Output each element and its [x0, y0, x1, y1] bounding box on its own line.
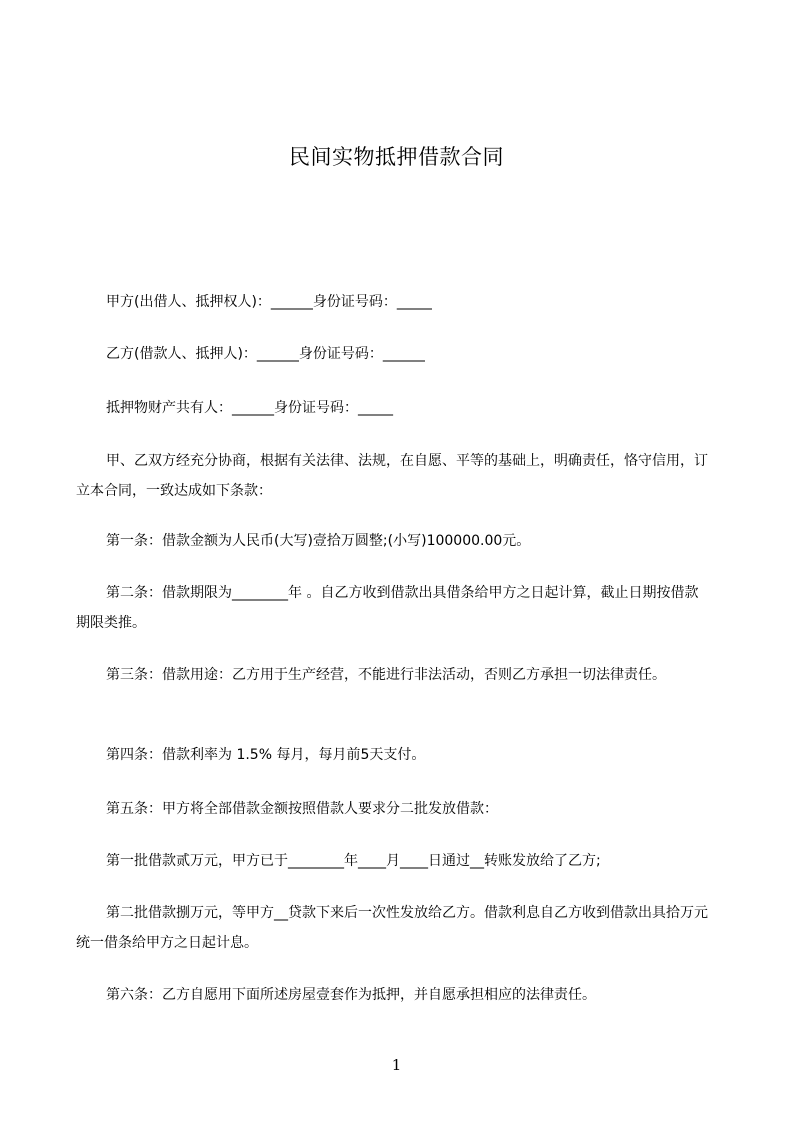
party-b-line: 乙方(借款人、抵押人)：______身份证号码：______	[106, 346, 425, 362]
clause-4: 第四条：借款利率为 1.5% 每月，每月前5天支付。	[106, 747, 426, 763]
clause-6: 第六条：乙方自愿用下面所述房屋壹套作为抵押，并自愿承担相应的法律责任。	[106, 987, 596, 1003]
clause-5: 第五条：甲方将全部借款金额按照借款人要求分二批发放借款：	[106, 801, 498, 817]
co-owner-line: 抵押物财产共有人：______身份证号码：_____	[106, 400, 393, 416]
document-title: 民间实物抵押借款合同	[289, 145, 504, 169]
clause-5-batch-1: 第一批借款贰万元，甲方已于________年____月____日通过__转账发放给了乙方;	[106, 853, 601, 869]
party-a-line: 甲方(出借人、抵押权人)：______身份证号码：_____	[106, 294, 432, 310]
clause-2: 第二条：借款期限为________年 。自乙方收到借款出具借条给甲方之日起计算，截止日期按借款期限类推。	[76, 585, 699, 631]
preamble-paragraph: 甲、乙双方经充分协商，根据有关法律、法规，在自愿、平等的基础上，明确责任，恪守信用，订立本合同，一致达成如下条款：	[76, 453, 708, 499]
clause-5-batch-2: 第二批借款捌万元，等甲方__贷款下来后一次性发放给乙方。借款利息自乙方收到借款出具拾万元统一借条给甲方之日起计息。	[76, 905, 708, 951]
clause-3: 第三条：借款用途：乙方用于生产经营，不能进行非法活动，否则乙方承担一切法律责任。	[106, 667, 666, 683]
clause-1: 第一条：借款金额为人民币(大写)壹拾万圆整;(小写)100000.00元。	[106, 533, 531, 549]
page-number: 1	[391, 1056, 402, 1074]
